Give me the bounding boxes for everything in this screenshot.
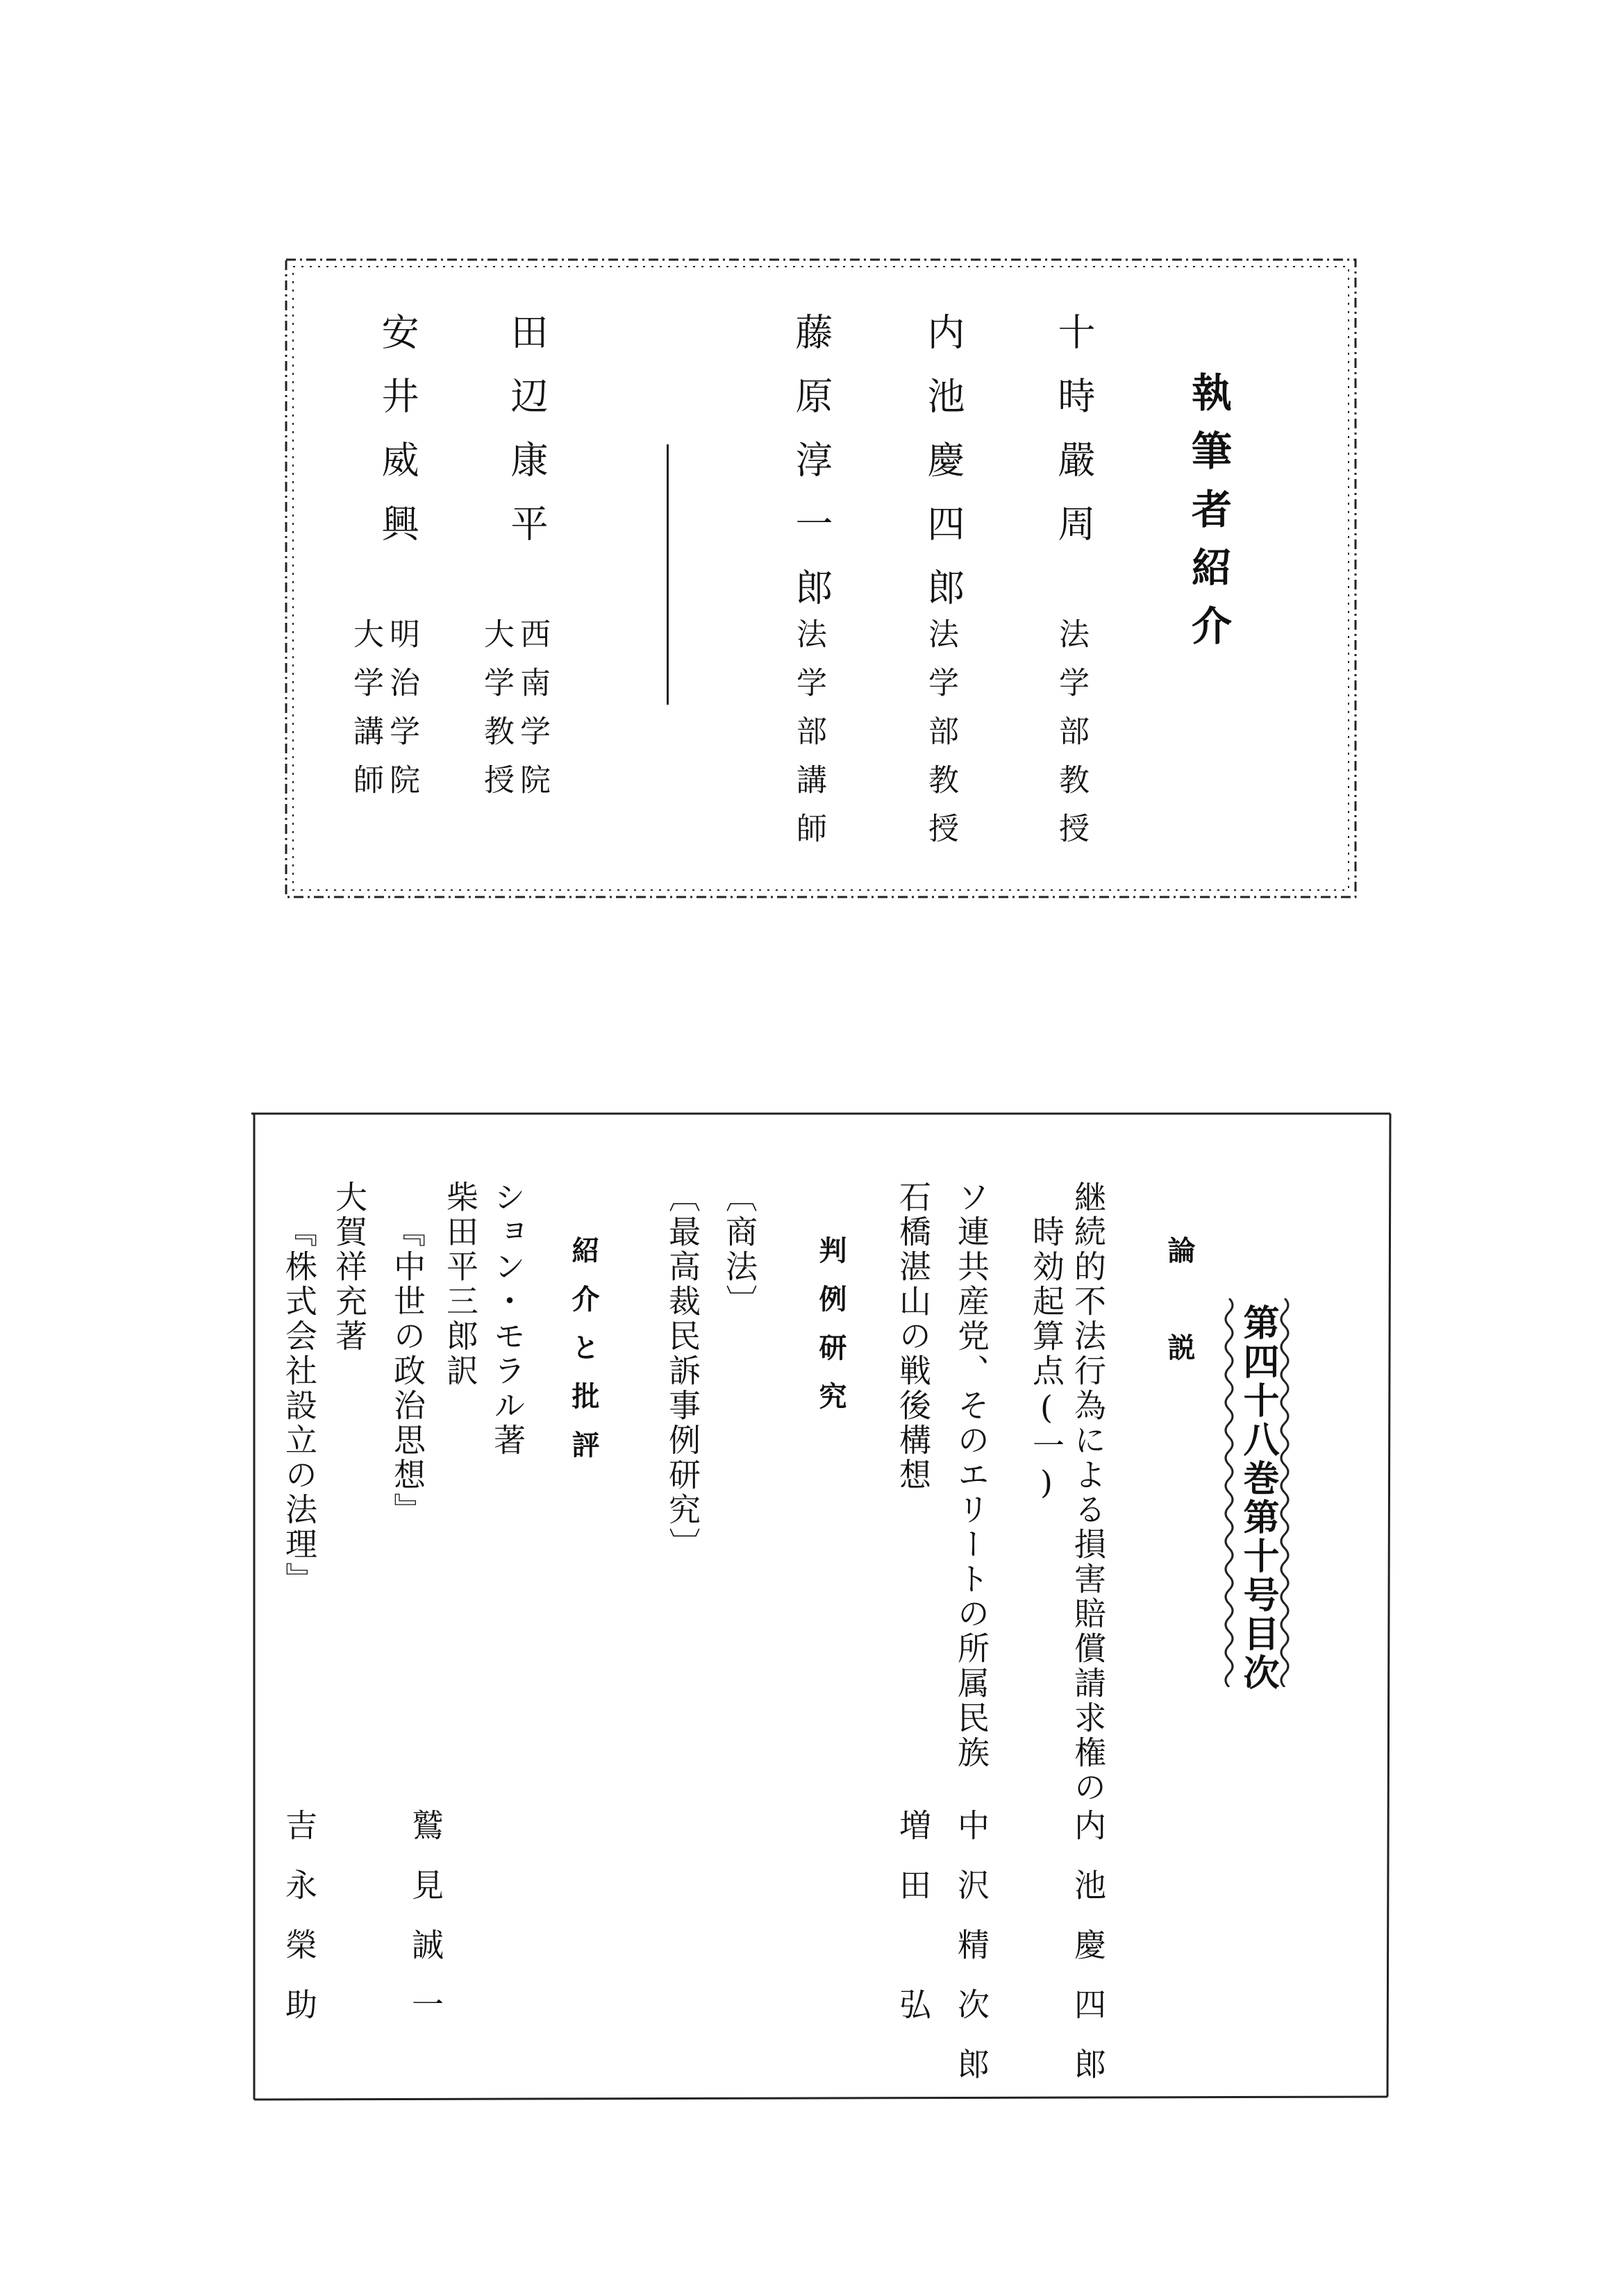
toc-article-author: 内池慶四郎	[1069, 1809, 1107, 2107]
contributors-heading: 執筆者紹介	[1185, 371, 1232, 663]
toc-section-shokai: 紹介と批評	[567, 1236, 600, 1479]
toc-article-title: ソ連共産党、そのエリートの所属民族	[953, 1180, 990, 1770]
contributor-title: 大学講師	[348, 618, 383, 812]
contributor-title: 法学部講師	[791, 618, 826, 861]
contributor-name: 安井威興	[376, 312, 419, 568]
contributor-title: 明治学院	[384, 618, 419, 812]
toc-article-title: 柴田平三郎訳	[442, 1180, 479, 1389]
toc-volume-title: 第四十八巻第十号目次	[1237, 1304, 1279, 1693]
toc-article-author: 鷲見誠一	[407, 1809, 444, 2047]
contributor-name: 藤原淳一郎	[790, 312, 833, 632]
contributor-title: 西南学院	[515, 618, 550, 812]
toc-article-title: 〔最高裁民訴事例研究〕	[664, 1180, 701, 1562]
contributor-title: 大学教授	[478, 618, 514, 812]
toc-article-title: ション・モラル著	[489, 1180, 526, 1458]
contributor-title: 法学部教授	[923, 618, 958, 861]
contributors-box	[283, 257, 1358, 900]
toc-article-title: 『株式会社設立の法理』	[281, 1215, 318, 1597]
toc-article-title: 時効起算点(一)	[1028, 1215, 1065, 1504]
contributor-name: 十時嚴周	[1052, 312, 1096, 568]
toc-section-hanrei: 判例研究	[815, 1236, 847, 1430]
separator-line	[667, 444, 669, 705]
wavy-rule-left	[1222, 1298, 1236, 1687]
contributor-name: 田辺康平	[505, 312, 549, 568]
toc-article-title: 継続的不法行為による損害賠償請求権の	[1069, 1180, 1107, 1805]
toc-article-author: 中沢精次郎	[953, 1809, 990, 2107]
contributor-title: 法学部教授	[1053, 618, 1089, 861]
toc-article-author: 吉永榮助	[281, 1809, 318, 2047]
toc-article-author: 増田 弘	[894, 1809, 932, 2047]
toc-article-title: 『中世の政治思想』	[389, 1215, 426, 1527]
toc-article-title: 石橋湛山の戦後構想	[894, 1180, 932, 1493]
toc-section-ronsetsu: 論 説	[1163, 1236, 1196, 1382]
toc-article-title: 大賀祥充著	[331, 1180, 368, 1354]
contributor-name: 内池慶四郎	[921, 312, 965, 632]
toc-article-title: 〔商法〕	[721, 1180, 758, 1319]
toc-box	[251, 1111, 1396, 2107]
